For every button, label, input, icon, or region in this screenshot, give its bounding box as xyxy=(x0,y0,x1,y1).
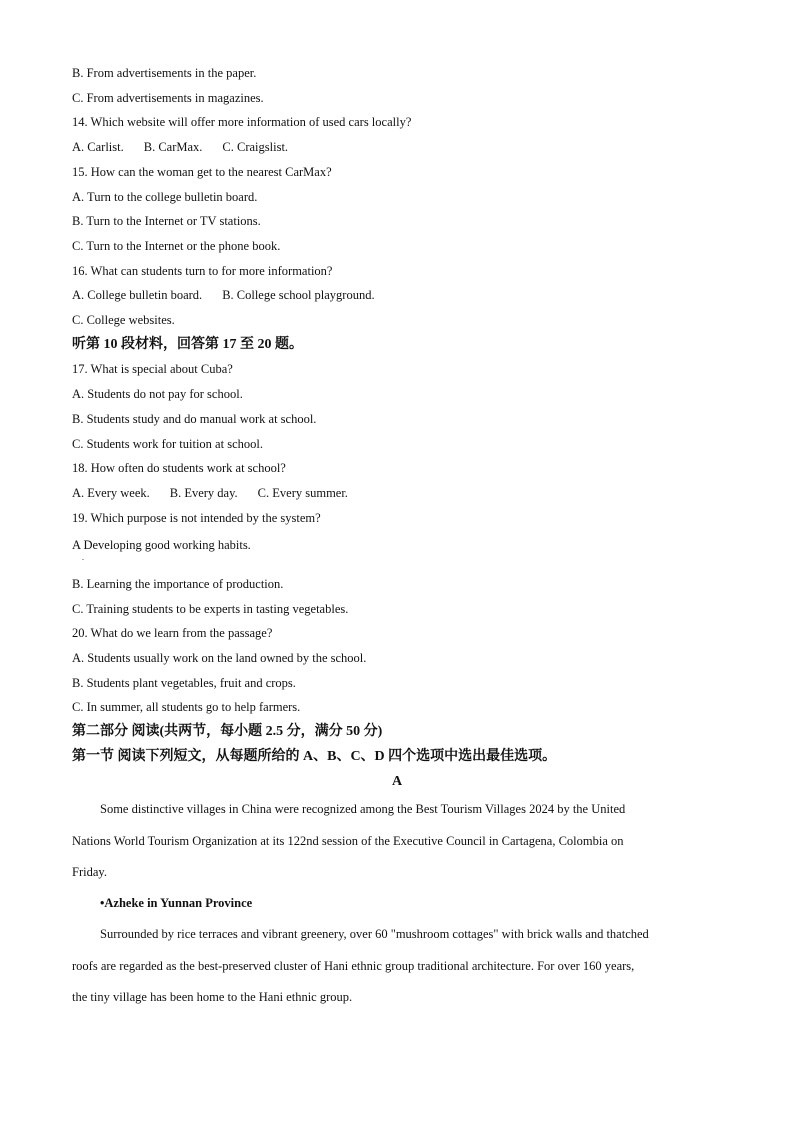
q16-option-b: B. College school playground. xyxy=(222,288,375,302)
q20-option-a: A. Students usually work on the land owned by the school. xyxy=(72,651,367,665)
azheke-subheading: •Azheke in Yunnan Province xyxy=(100,896,253,910)
q14-option-c: C. Craigslist. xyxy=(222,140,289,154)
q18-option-c: C. Every summer. xyxy=(257,486,348,500)
q20-option-c: C. In summer, all students go to help farmers. xyxy=(72,700,301,714)
q18-options xyxy=(72,485,368,501)
q13-option-c: C. From advertisements in magazines. xyxy=(72,91,264,105)
q16-options xyxy=(72,287,395,303)
part-two-heading: 第二部分 阅读(共两节，每小题 2.5 分，满分 50 分) xyxy=(72,724,383,739)
q20-question: 20. What do we learn from the passage? xyxy=(72,626,273,640)
q16-option-c: C. College websites. xyxy=(72,313,175,327)
paragraph-1-line-1: Some distinctive villages in China were recognized among the Best Tourism Villages 2024 by the United xyxy=(100,802,626,816)
q17-option-c: C. Students work for tuition at school. xyxy=(72,437,263,451)
q18-option-a: A. Every week. xyxy=(72,486,150,500)
paragraph-2-line-1: Surrounded by rice terraces and vibrant greenery, over 60 "mushroom cottages" with brick walls and thatched xyxy=(100,927,649,941)
q14-question: 14. Which website will offer more information of used cars locally? xyxy=(72,115,412,129)
q17-option-b: B. Students study and do manual work at school. xyxy=(72,412,317,426)
q14-options xyxy=(72,139,308,155)
q17-option-a: A. Students do not pay for school. xyxy=(72,387,243,401)
section-10-heading: 听第 10 段材料，回答第 17 至 20 题。 xyxy=(72,337,303,352)
q14-option-b: B. CarMax. xyxy=(143,140,203,154)
paragraph-1-line-3: Friday. xyxy=(72,865,107,879)
q13-option-b: B. From advertisements in the paper. xyxy=(72,66,257,80)
paragraph-1-line-2: Nations World Tourism Organization at its 122nd session of the Executive Council in Cartagena, Colombia on xyxy=(72,834,624,848)
section-one-heading: 第一节 阅读下列短文，从每题所给的 A、B、C、D 四个选项中选出最佳选项。 xyxy=(72,749,557,764)
q16-option-a: A. College bulletin board. xyxy=(72,288,203,302)
paragraph-2-line-3: the tiny village has been home to the Hani ethnic group. xyxy=(72,990,353,1004)
paragraph-2-line-2: roofs are regarded as the best-preserved cluster of Hani ethnic group traditional architecture. For over 160 years, xyxy=(72,959,635,973)
q15-option-c: C. Turn to the Internet or the phone book. xyxy=(72,239,281,253)
q15-option-b: B. Turn to the Internet or TV stations. xyxy=(72,214,261,228)
q19-option-a-dot: . xyxy=(82,553,84,562)
q18-option-b: B. Every day. xyxy=(169,486,238,500)
q17-question: 17. What is special about Cuba? xyxy=(72,362,233,376)
q20-option-b: B. Students plant vegetables, fruit and crops. xyxy=(72,676,296,690)
q16-question: 16. What can students turn to for more information? xyxy=(72,264,333,278)
q19-option-a: A Developing good working habits. xyxy=(72,538,251,552)
q19-question: 19. Which purpose is not intended by the system? xyxy=(72,511,321,525)
q15-option-a: A. Turn to the college bulletin board. xyxy=(72,190,258,204)
passage-letter: A xyxy=(391,774,403,789)
q18-question: 18. How often do students work at school? xyxy=(72,461,286,475)
q19-option-b: B. Learning the importance of production. xyxy=(72,577,284,591)
q15-question: 15. How can the woman get to the nearest CarMax? xyxy=(72,165,332,179)
q14-option-a: A. Carlist. xyxy=(72,140,124,154)
q19-option-c: C. Training students to be experts in tasting vegetables. xyxy=(72,602,349,616)
